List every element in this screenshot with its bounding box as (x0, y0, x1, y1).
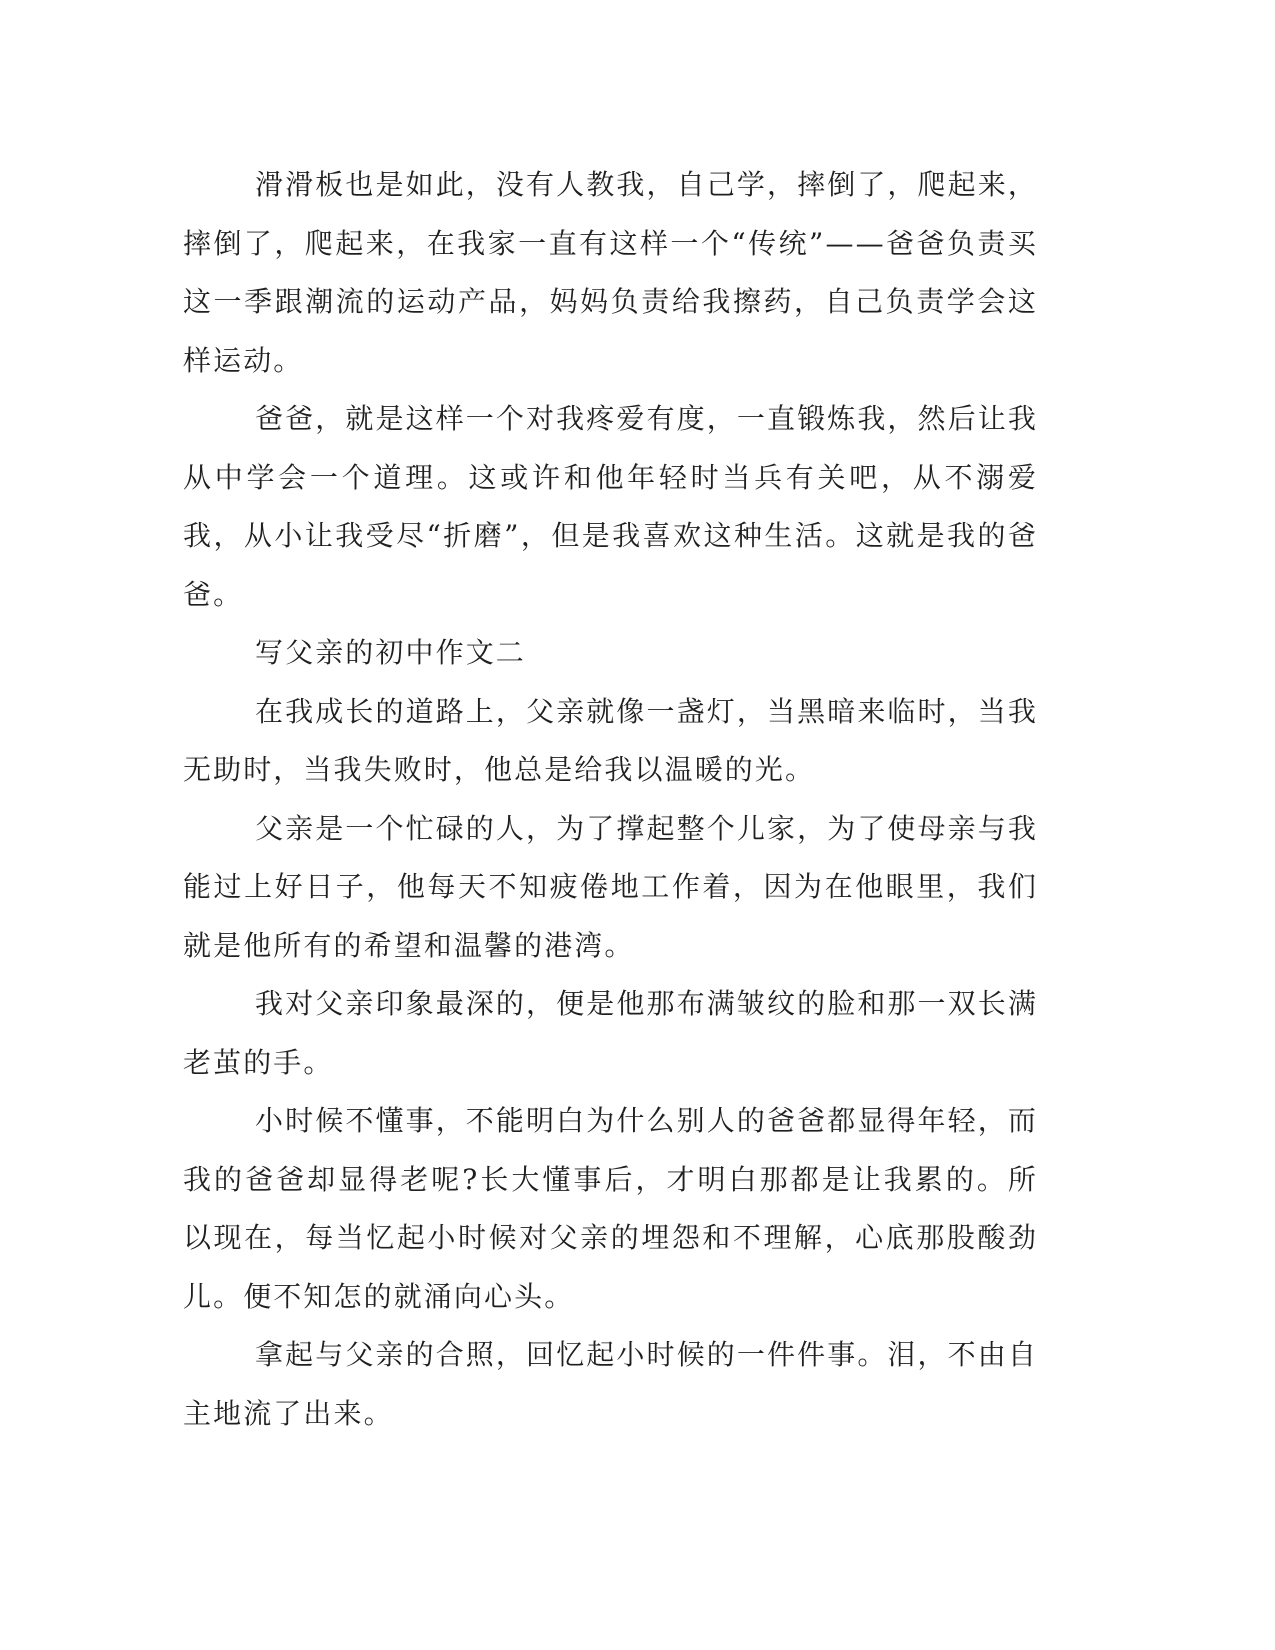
paragraph-childhood: 小时候不懂事，不能明白为什么别人的爸爸都显得年轻，而我的爸爸却显得老呢?长大懂事后，才明白那都是让我累的。所以现在，每当忆起小时候对父亲的埋怨和不理解，心底那股酸劲儿。便不知怎的就涌向心头。 (183, 1104, 1038, 1313)
paragraph-photo: 拿起与父亲的合照，回忆起小时候的一件件事。泪，不由自主地流了出来。 (183, 1338, 1038, 1430)
paragraph-skateboard: 滑滑板也是如此，没有人教我，自己学，摔倒了，爬起来，摔倒了，爬起来，在我家一直有这样一个“传统”——爸爸负责买这一季跟潮流的运动产品，妈妈负责给我擦药，自己负责学会这样运动。 (183, 168, 1038, 377)
document-body (183, 156, 1038, 1443)
paragraph-lamp: 在我成长的道路上，父亲就像一盏灯，当黑暗来临时，当我无助时，当我失败时，他总是给我以温暖的光。 (183, 694, 1038, 786)
section-heading: 写父亲的初中作文二 (255, 636, 526, 669)
paragraph-impression: 我对父亲印象最深的，便是他那布满皱纹的脸和那一双长满老茧的手。 (183, 987, 1038, 1079)
paragraph-busy-father: 父亲是一个忙碌的人，为了撑起整个儿家，为了使母亲与我能过上好日子，他每天不知疲倦地工作着，因为在他眼里，我们就是他所有的希望和温馨的港湾。 (183, 811, 1038, 962)
paragraph-father-love: 爸爸，就是这样一个对我疼爱有度，一直锻炼我，然后让我从中学会一个道理。这或许和他年轻时当兵有关吧，从不溺爱我，从小让我受尽“折磨”，但是我喜欢这种生活。这就是我的爸爸。 (183, 402, 1038, 611)
